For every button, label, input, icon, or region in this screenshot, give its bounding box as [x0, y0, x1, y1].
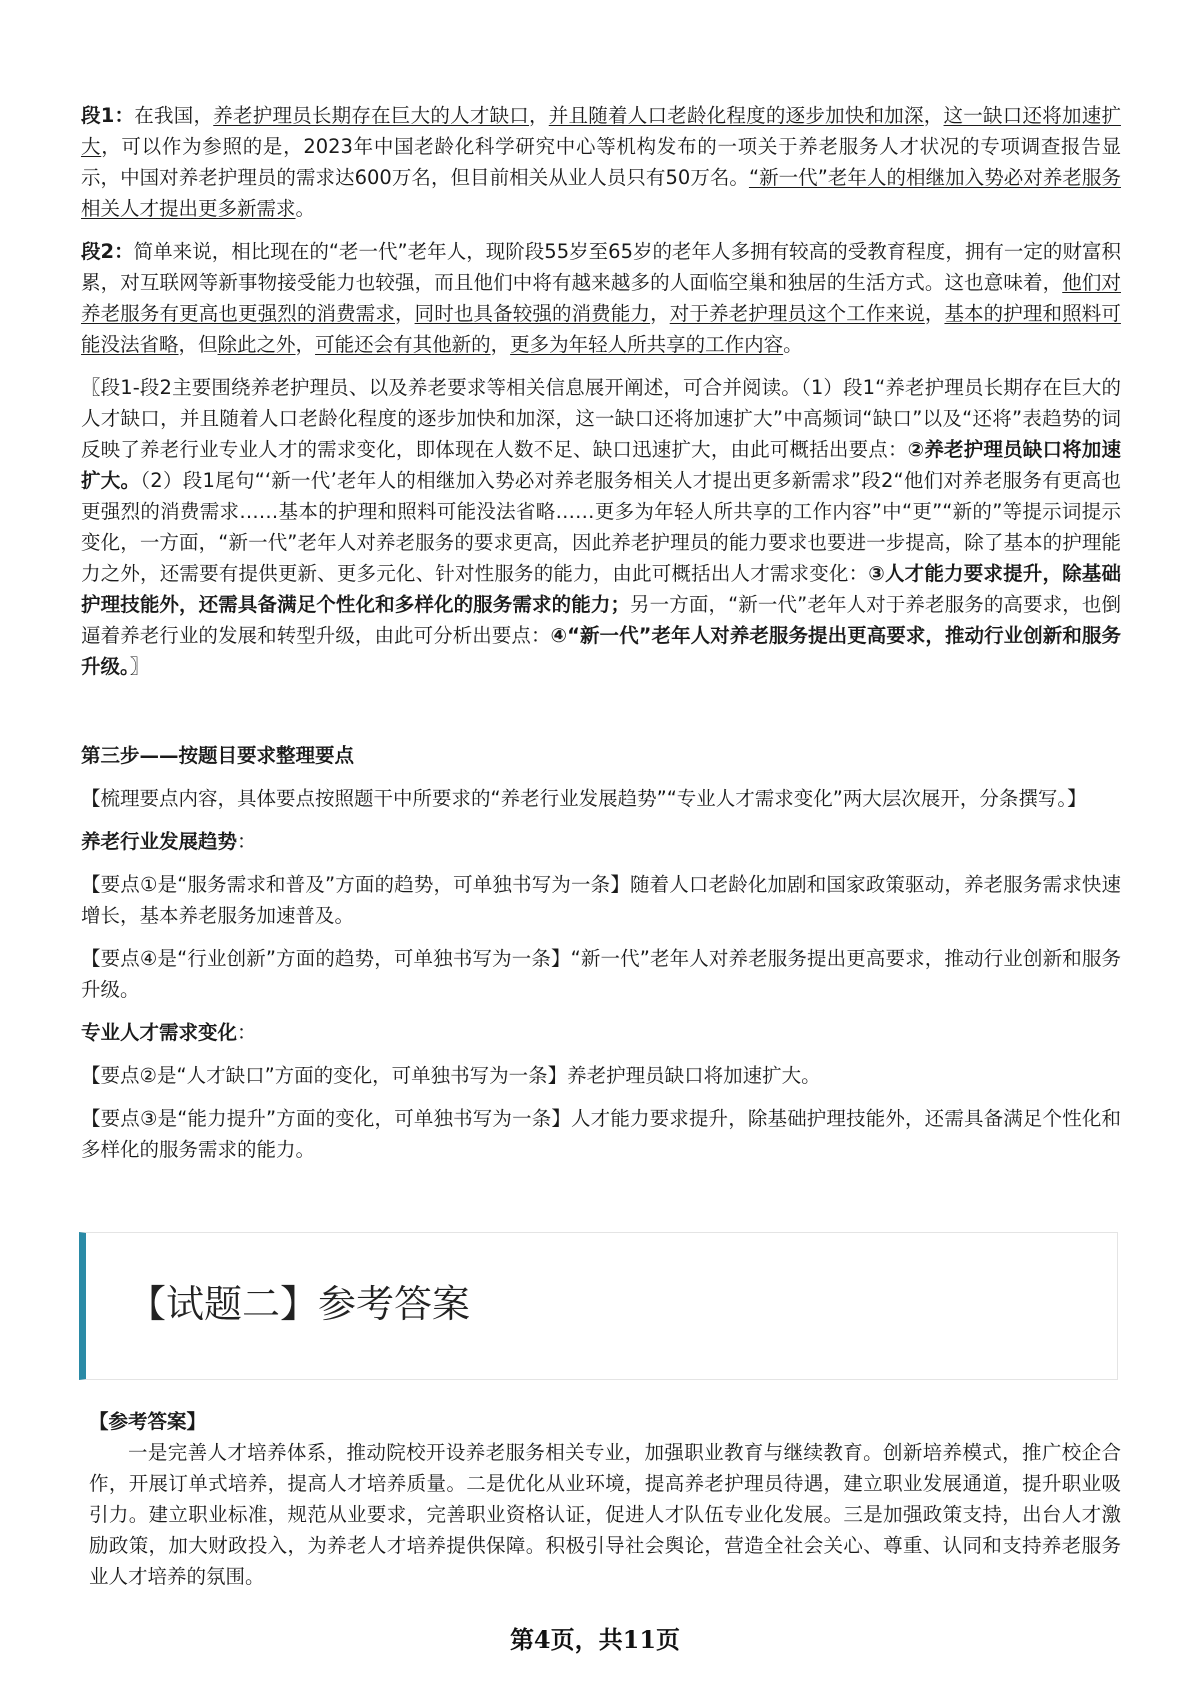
section-header-box — [79, 1232, 1118, 1380]
answer-body: 一是完善人才培养体系，推动院校开设养老服务相关专业，加强职业教育与继续教育。创新培养模式，推广校企合作，开展订单式培养，提高人才培养质量。二是优化从业环境，提高养老护理员待遇，建立职业发展通道，提升职业吸引力。建立职业标准，规范从业要求，完善职业资格认证，促进人才队伍专业化发展。三是加强政策支持，出台人才激励政策，加大财政投入，为养老人才培养提供保障。积极引导社会舆论，营造全社会关心、尊重、认同和支持养老服务业人才培养的氛围。 — [89, 1441, 1121, 1588]
section-title: 【试题二】参考答案 — [128, 1282, 471, 1326]
para1-underline: 养老护理员长期存在巨大的人才缺口 — [213, 104, 530, 127]
reference-answer — [89, 1406, 1121, 1592]
talent-heading-label: 专业人才需求变化 — [81, 1021, 238, 1044]
para2-text: ， — [650, 302, 670, 325]
step-3-intro: 【梳理要点内容，具体要点按照题干中所要求的“养老行业发展趋势”“专业人才需求变化”两大层次展开，分条撰写。】 — [81, 787, 1087, 810]
para2-underline: 基本的护理和照料可能没法省略 — [81, 302, 1121, 356]
para1-text: ，可以作为参照的是，2023年中国老龄化科学研究中心等机构发布的一项关于养老服务人才状况的专项调查报告显示，中国对养老护理员的需求达600万名，但目前相关从业人员只有50万名。 — [81, 135, 1121, 189]
page-content — [81, 100, 1121, 1177]
trend-heading — [81, 826, 1121, 857]
para2-text: 。 — [783, 333, 803, 356]
para1-underline: “新一代”老年人的相继加入势必对养老服务相关人才提出更多新需求 — [81, 166, 1121, 220]
para2-text: ， — [490, 333, 511, 356]
para2-text: ，但 — [178, 333, 218, 356]
key-point-2: ②养老护理员缺口将加速扩大。 — [81, 438, 1121, 492]
para1-underline: 这一缺口还将加速扩大 — [81, 104, 1121, 158]
para2-underline: 他们对养老服务有更高也更强烈的消费需求 — [81, 271, 1121, 325]
para2-underline: 更多为年轻人所共享的工作内容 — [510, 333, 784, 356]
step-3-title: 第三步——按题目要求整理要点 — [81, 744, 355, 767]
para2-underline: 同时也具备较强的消费能力 — [414, 302, 651, 325]
point-4: 【要点④是“行业创新”方面的趋势，可单独书写为一条】“新一代”老年人对养老服务提出更高要求，推动行业创新和服务升级。 — [81, 947, 1121, 1001]
answer-label: 【参考答案】 — [89, 1410, 207, 1433]
talent-heading — [81, 1017, 1121, 1048]
paragraph-1 — [81, 100, 1121, 224]
para1-label: 段1： — [81, 104, 135, 127]
para1-text: ， — [529, 104, 549, 127]
page-number: 第4页，共11页 — [509, 1625, 681, 1654]
point-1: 【要点①是“服务需求和普及”方面的趋势，可单独书写为一条】随着人口老龄化加剧和国家政策驱动，养老服务需求快速增长，基本养老服务加速普及。 — [81, 873, 1121, 927]
trend-heading-label: 养老行业发展趋势 — [81, 830, 238, 853]
analysis-text: 〖段1-段2主要围绕养老护理员、以及养老要求等相关信息展开阐述，可合并阅读。（1）段1“养老护理员长期存在巨大的人才缺口，并且随着人口老龄化程度的逐步加快和加深，这一缺口还将加速扩大”中高频词“缺口”以及“还将”表趋势的词反映了养老行业专业人才的需求变化，即体现在人数不足、缺口迅速扩大，由此可概括出要点： — [81, 376, 1121, 461]
para1-text: 在我国， — [134, 104, 214, 127]
para1-text: 。 — [295, 197, 316, 220]
talent-heading-colon: ： — [237, 1021, 257, 1044]
analysis-text: （2）段1尾句“‘新一代’老年人的相继加入势必对养老服务相关人才提出更多新需求”段2“他们对养老服务有更高也更强烈的消费需求……基本的护理和照料可能没法省略……更多为年轻人所共享的工作内容”中“更”“新的”等提示词提示变化，一方面，“新一代”老年人对养老服务的要求更高，因此养老护理员的能力要求也要进一步提高，除了基本的护理能力之外，还需要有提供更新、更多元化、针对性服务的能力，由此可概括出人才需求变化： — [81, 469, 1121, 585]
point-2: 【要点②是“人才缺口”方面的变化，可单独书写为一条】养老护理员缺口将加速扩大。 — [81, 1064, 821, 1087]
key-point-4: ④“新一代”老年人对养老服务提出更高要求，推动行业创新和服务升级。 — [81, 624, 1121, 678]
para2-label: 段2： — [81, 240, 134, 263]
point-3: 【要点③是“能力提升”方面的变化，可单独书写为一条】人才能力要求提升，除基础护理技能外，还需具备满足个性化和多样化的服务需求的能力。 — [81, 1107, 1121, 1161]
trend-heading-colon: ： — [237, 830, 257, 853]
para2-text: ， — [394, 302, 415, 325]
analysis-paragraph — [81, 372, 1121, 682]
para2-underline: 对于养老护理员这个工作来说 — [669, 302, 925, 325]
para2-text: ， — [924, 302, 945, 325]
para2-underline: 可能还会有其他新的 — [315, 333, 491, 356]
para1-text: ， — [923, 104, 944, 127]
para2-underline: 除此之外 — [217, 333, 296, 356]
para1-underline: 并且随着人口老龄化程度的逐步加快和加深 — [548, 104, 924, 127]
key-point-3: ③人才能力要求提升，除基础护理技能外，还需具备满足个性化和多样化的服务需求的能力； — [81, 562, 1121, 616]
analysis-text: 另一方面，“新一代”老年人对于养老服务的高要求，也倒逼着养老行业的发展和转型升级，由此可分析出要点： — [81, 593, 1121, 647]
para2-text: ， — [295, 333, 316, 356]
para2-text: 简单来说，相比现在的“老一代”老年人，现阶段55岁至65岁的老年人多拥有较高的受教育程度，拥有一定的财富积累，对互联网等新事物接受能力也较强，而且他们中将有越来越多的人面临空巢和独居的生活方式。这也意味着， — [81, 240, 1121, 294]
analysis-text: 〗 — [129, 655, 150, 678]
paragraph-2 — [81, 236, 1121, 360]
